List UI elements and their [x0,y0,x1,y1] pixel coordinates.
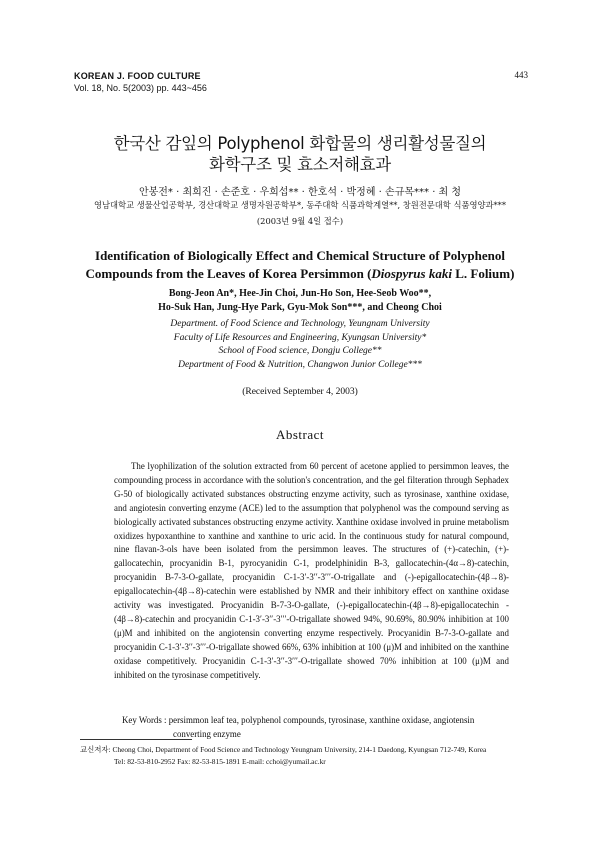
abstract-body: The lyophilization of the solution extracted from 60 percent of acetone applied to persimmon leaves, the compounding process in accordance with the solution's concentration, and the gel filteration through Sephadex G-50 of biologically activated substances obstructing enzyme activity, such as tyrosinase, xanthine oxidase, and angiotesin converting enzyme (ACE) led to the assumption that polyphenol was the compound serving as biologically activated substances obstructing enzyme activity. Xanthine oxidase involved in pruine metabolism oxidizes hypoxanthine to xanthine and xanthine to uric acid. In the continuous study for natural compound, nine flavan-3-ols have been isolated from the persimmon leaves. The structures of (+)-catechin, (+)-gallocatechin, procyanidin B-1, pyrocyanidin C-1, prodelphinidin B-3, gallocatechin-(4α→8)-catechin, procyanidin B-7-3-O-gallate, procyanidin C-1-3′-3′′-3′′′-O-trigallate and (-)-epigallocatechin-(4β→8)-epigallocatechin-(4β→8)-catechin were established by NMR and their inhibitory effect on xanthine oxidase activity was investigated. Procyanidin B-7-3-O-gallate, (-)-epigallocatechin-(4β→8)-epigallocatechin -(4β→8)-catechin and procyanidin C-1-3′-3′′-3′′′-O-trigallate showed 94%, 90.69%, 80.90% inhibition at 100 (μ)M and inhibited on the angiotensin converting enzyme respectively. Procyanidin B-7-3-O-gallate and procyanidin C-1-3′-3′′-3′′′-O-trigallate showed 66%, 63% inhibition at 100 (μ)M and inhibited on the xanthine oxidase competitively. Procyanidin C-1-3′-3′′-3′′′-O-trigallate showed 70% inhibition at 100 (μ)M and inhibited on the tyrosinase competitively. [114,461,509,680]
journal-name: KOREAN J. FOOD CULTURE [74,71,201,81]
corresponding-author-footnote [80,744,540,768]
volume-info: Vol. 18, No. 5(2003) pp. 443~456 [74,83,207,93]
species-name: Diospyrus kaki [371,266,452,281]
journal-header [74,70,207,94]
keywords-label: Key Words : [122,715,169,725]
affiliation: Department. of Food Science and Technology, Yeungnam University [170,319,430,329]
korean-affiliations: 영남대학교 생물산업공학부, 경산대학교 생명자원공학부*, 동주대학 식품과학계열**, 창원전문대학 식품영양과*** [94,200,506,210]
footnote-line1: 교신저자: Cheong Choi, Department of Food Science and Technology Yeungnam University, 214-1 Daedong, Kyungsan 712-749, Korea [80,745,487,754]
affiliation: Faculty of Life Resources and Engineering, Kyungsan University* [173,332,427,343]
english-title-prefix: Compounds from the Leaves of Korea Persimmon ( [85,266,372,281]
abstract-heading: Abstract [275,427,325,442]
korean-title-line1: 한국산 감잎의 Polyphenol 화합물의 생리활성물질의 [113,134,487,153]
english-title-line2 [0,265,600,283]
korean-title-line2: 화학구조 및 효소저해효과 [209,155,391,174]
english-authors-line1: Bong-Jeon An*, Hee-Jin Choi, Jun-Ho Son, Hee-Seob Woo**, [168,288,432,299]
english-title [0,247,600,283]
page-number: 443 [514,70,528,80]
keywords-line1: persimmon leaf tea, polyphenol compounds, tyrosinase, xanthine oxidase, angiotensin [168,715,475,725]
english-authors [0,287,600,315]
footnote-divider [80,739,192,740]
korean-title [0,133,600,175]
keywords-line2: converting enzyme [173,728,241,739]
korean-received-date: (2003년 9월 4일 접수) [256,216,344,226]
english-authors-line2: Ho-Suk Han, Jung-Hye Park, Gyu-Mok Son***, and Cheong Choi [158,302,442,313]
keywords [122,714,512,742]
english-received-date: (Received September 4, 2003) [242,387,358,397]
affiliation: School of Food science, Dongju College** [218,346,382,356]
korean-authors: 안봉전* · 최희진 · 손준호 · 우희섭** · 한호석 · 박정혜 · 손규목*** · 최 청 [138,187,462,198]
english-title-suffix: L. Folium) [451,266,515,281]
english-title-line1: Identification of Biologically Effect and Chemical Structure of Polyphenol [95,248,505,263]
english-affiliations [0,318,600,372]
footnote-line2: Tel: 82-53-810-2952 Fax: 82-53-815-1891 E-mail: cchoi@yumail.ac.kr [114,757,326,766]
affiliation: Department of Food & Nutrition, Changwon Junior College*** [178,359,422,370]
